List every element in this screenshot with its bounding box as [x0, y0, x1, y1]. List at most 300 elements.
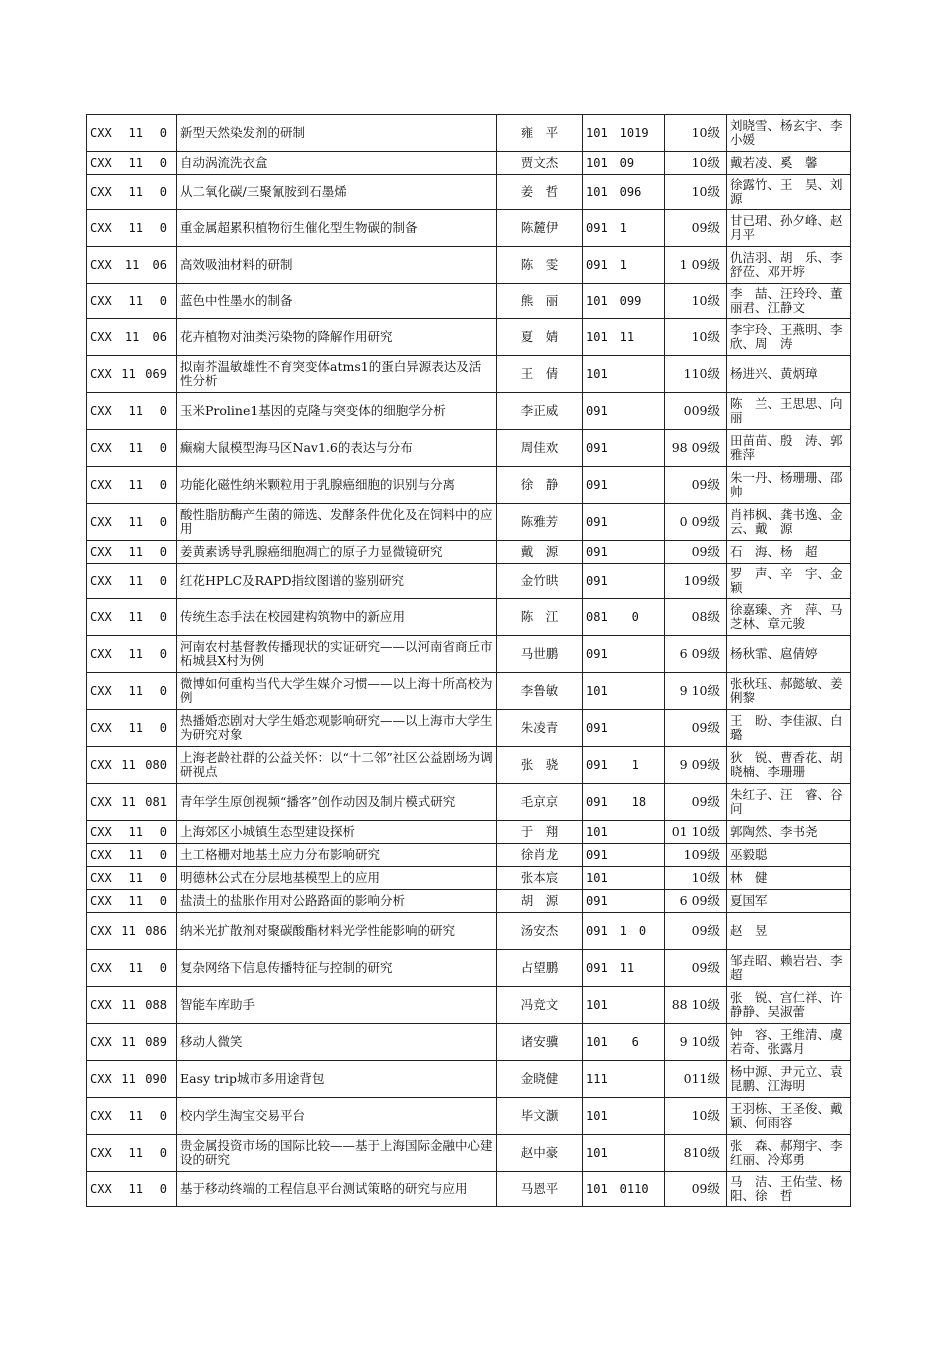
- project-code-number: 06: [152, 258, 167, 272]
- members-cell: 巫毅聪: [727, 844, 851, 867]
- project-title-cell: 花卉植物对油类污染物的降解作用研究: [177, 319, 497, 356]
- project-table: [86, 114, 856, 1207]
- project-title-cell: 智能车库助手: [177, 987, 497, 1024]
- grade-cell: 09级: [665, 467, 727, 504]
- project-code-year: 11: [121, 924, 136, 938]
- project-title-cell: 功能化磁性纳米颗粒用于乳腺癌细胞的识别与分离: [177, 467, 497, 504]
- project-code-cell: [87, 913, 177, 950]
- grade-cell: 09级: [665, 913, 727, 950]
- project-title-cell: 青年学生原创视频“播客”创作动因及制片模式研究: [177, 784, 497, 821]
- project-title-cell: 姜黄素诱导乳腺癌细胞凋亡的原子力显微镜研究: [177, 541, 497, 564]
- table-row: [87, 987, 851, 1024]
- project-code-cell: [87, 541, 177, 564]
- table-row: [87, 890, 851, 913]
- table-row: [87, 284, 851, 319]
- table-row: [87, 913, 851, 950]
- members-cell: 夏国军: [727, 890, 851, 913]
- table-row: [87, 1135, 851, 1172]
- grade-cell: 9 09级: [665, 747, 727, 784]
- project-code-number: 069: [145, 367, 167, 381]
- project-title-cell: 传统生态手法在校园建构筑物中的新应用: [177, 599, 497, 636]
- project-title-cell: 移动人微笑: [177, 1024, 497, 1061]
- members-cell: 马 洁、王佑莹、杨 阳、徐 哲: [727, 1172, 851, 1207]
- grade-cell: 6 09级: [665, 890, 727, 913]
- project-code-cell: [87, 504, 177, 541]
- project-code-number: 0: [159, 961, 167, 975]
- project-code-prefix: CXX: [90, 1072, 112, 1086]
- project-code-cell: [87, 175, 177, 210]
- leader-name-cell: 徐 静: [497, 467, 583, 504]
- student-id-cell: 101 6: [583, 1024, 665, 1061]
- project-code-number: 0: [159, 404, 167, 418]
- project-code-prefix: CXX: [90, 924, 112, 938]
- project-title-cell: 贵金属投资市场的国际比较——基于上海国际金融中心建设的研究: [177, 1135, 497, 1172]
- table-row: [87, 784, 851, 821]
- grade-cell: 6 09级: [665, 636, 727, 673]
- project-code-cell: [87, 1024, 177, 1061]
- leader-name-cell: 李鲁敏: [497, 673, 583, 710]
- project-code-prefix: CXX: [90, 1035, 112, 1049]
- project-code-prefix: CXX: [90, 1146, 112, 1160]
- grade-cell: 09级: [665, 210, 727, 247]
- project-code-prefix: CXX: [90, 574, 112, 588]
- project-code-prefix: CXX: [90, 795, 112, 809]
- grade-cell: 109级: [665, 844, 727, 867]
- leader-name-cell: 赵中豪: [497, 1135, 583, 1172]
- student-id-cell: 091: [583, 467, 665, 504]
- project-code-number: 0: [159, 610, 167, 624]
- project-code-prefix: CXX: [90, 404, 112, 418]
- student-id-cell: 101: [583, 673, 665, 710]
- project-title-cell: 红花HPLC及RAPD指纹图谱的鉴别研究: [177, 564, 497, 599]
- leader-name-cell: 熊 丽: [497, 284, 583, 319]
- project-title-cell: 高效吸油材料的研制: [177, 247, 497, 284]
- project-code-prefix: CXX: [90, 871, 112, 885]
- project-code-cell: [87, 467, 177, 504]
- table-row: [87, 1061, 851, 1098]
- project-code-year: 11: [121, 1072, 136, 1086]
- grade-cell: 10级: [665, 175, 727, 210]
- project-code-number: 0: [159, 221, 167, 235]
- project-code-year: 11: [128, 574, 143, 588]
- grade-cell: 011级: [665, 1061, 727, 1098]
- grade-cell: 09级: [665, 541, 727, 564]
- table-row: [87, 467, 851, 504]
- project-table-body: [87, 115, 856, 1207]
- project-code-prefix: CXX: [90, 221, 112, 235]
- project-code-number: 081: [145, 795, 167, 809]
- leader-name-cell: 陈 江: [497, 599, 583, 636]
- leader-name-cell: 金竹晎: [497, 564, 583, 599]
- project-code-number: 090: [145, 1072, 167, 1086]
- grade-cell: 9 10级: [665, 1024, 727, 1061]
- student-id-cell: 101 09: [583, 152, 665, 175]
- table-row: [87, 636, 851, 673]
- members-cell: 石 海、杨 超: [727, 541, 851, 564]
- project-code-number: 080: [145, 758, 167, 772]
- members-cell: 狄 锐、曹香花、胡晓楠、李珊珊: [727, 747, 851, 784]
- table-row: [87, 710, 851, 747]
- members-cell: 杨秋霏、扈倩婷: [727, 636, 851, 673]
- project-code-number: 0: [159, 721, 167, 735]
- leader-name-cell: 戴 源: [497, 541, 583, 564]
- leader-name-cell: 毕文灏: [497, 1098, 583, 1135]
- project-code-cell: [87, 115, 177, 152]
- grade-cell: 88 10级: [665, 987, 727, 1024]
- student-id-cell: 091 1: [583, 247, 665, 284]
- leader-name-cell: 汤安杰: [497, 913, 583, 950]
- project-code-number: 0: [159, 574, 167, 588]
- members-cell: 林 健: [727, 867, 851, 890]
- student-id-cell: 091: [583, 636, 665, 673]
- leader-name-cell: 朱凌青: [497, 710, 583, 747]
- project-code-year: 11: [121, 795, 136, 809]
- project-code-prefix: CXX: [90, 1182, 112, 1196]
- project-code-cell: [87, 950, 177, 987]
- project-title-cell: 酸性脂肪酶产生菌的筛选、发酵条件优化及在饲料中的应用: [177, 504, 497, 541]
- project-code-number: 0: [159, 684, 167, 698]
- grade-cell: 009级: [665, 393, 727, 430]
- table-row: [87, 821, 851, 844]
- project-code-cell: [87, 784, 177, 821]
- project-code-number: 0: [159, 478, 167, 492]
- student-id-cell: 101 1019: [583, 115, 665, 152]
- project-title-cell: 拟南芥温敏雄性不育突变体atms1的蛋白异源表达及活性分析: [177, 356, 497, 393]
- student-id-cell: 081 0: [583, 599, 665, 636]
- project-code-number: 089: [145, 1035, 167, 1049]
- project-code-prefix: CXX: [90, 330, 112, 344]
- student-id-cell: 101 11: [583, 319, 665, 356]
- leader-name-cell: 陈麓伊: [497, 210, 583, 247]
- project-code-year: 11: [128, 894, 143, 908]
- members-cell: 罗 声、辛 宇、金 颖: [727, 564, 851, 599]
- project-code-year: 11: [128, 825, 143, 839]
- student-id-cell: 091: [583, 710, 665, 747]
- project-code-number: 06: [152, 330, 167, 344]
- project-code-prefix: CXX: [90, 825, 112, 839]
- project-title-cell: 校内学生淘宝交易平台: [177, 1098, 497, 1135]
- project-title-cell: 玉米Proline1基因的克隆与突变体的细胞学分析: [177, 393, 497, 430]
- project-code-prefix: CXX: [90, 185, 112, 199]
- members-cell: 田苗苗、殷 涛、郭雅萍: [727, 430, 851, 467]
- project-code-prefix: CXX: [90, 478, 112, 492]
- project-code-year: 11: [128, 478, 143, 492]
- project-code-number: 0: [159, 825, 167, 839]
- members-cell: 朱一丹、杨珊珊、邵 帅: [727, 467, 851, 504]
- project-code-prefix: CXX: [90, 441, 112, 455]
- table-row: [87, 564, 851, 599]
- project-code-cell: [87, 710, 177, 747]
- leader-name-cell: 金晓健: [497, 1061, 583, 1098]
- project-title-cell: 纳米光扩散剂对聚碳酸酯材料光学性能影响的研究: [177, 913, 497, 950]
- student-id-cell: 101: [583, 1098, 665, 1135]
- table-row: [87, 599, 851, 636]
- project-code-year: 11: [128, 1109, 143, 1123]
- project-code-prefix: CXX: [90, 894, 112, 908]
- table-row: [87, 1098, 851, 1135]
- grade-cell: 10级: [665, 867, 727, 890]
- grade-cell: 08级: [665, 599, 727, 636]
- members-cell: 杨进兴、黄炳璋: [727, 356, 851, 393]
- student-id-cell: 091 18: [583, 784, 665, 821]
- leader-name-cell: 周佳欢: [497, 430, 583, 467]
- project-code-cell: [87, 284, 177, 319]
- leader-name-cell: 占望鹏: [497, 950, 583, 987]
- project-code-year: 11: [128, 294, 143, 308]
- grade-cell: 109级: [665, 564, 727, 599]
- project-title-cell: 上海郊区小城镇生态型建设探析: [177, 821, 497, 844]
- project-code-number: 0: [159, 894, 167, 908]
- student-id-cell: 091: [583, 541, 665, 564]
- project-code-prefix: CXX: [90, 258, 112, 272]
- project-code-year: 11: [128, 515, 143, 529]
- members-cell: 王羽栋、王圣俊、戴 颖、何雨容: [727, 1098, 851, 1135]
- members-cell: 朱红子、汪 睿、谷 问: [727, 784, 851, 821]
- members-cell: 徐露竹、王 昊、刘 源: [727, 175, 851, 210]
- project-code-prefix: CXX: [90, 998, 112, 1012]
- project-code-number: 0: [159, 515, 167, 529]
- project-code-year: 11: [128, 156, 143, 170]
- student-id-cell: 091: [583, 564, 665, 599]
- project-code-year: 11: [128, 126, 143, 140]
- members-cell: 赵 昱: [727, 913, 851, 950]
- student-id-cell: 091: [583, 890, 665, 913]
- student-id-cell: 101: [583, 821, 665, 844]
- members-cell: 邹垚昭、赖岩岩、李 超: [727, 950, 851, 987]
- project-code-prefix: CXX: [90, 294, 112, 308]
- table-row: [87, 1024, 851, 1061]
- project-title-cell: 重金属超累积植物衍生催化型生物碳的制备: [177, 210, 497, 247]
- project-code-year: 11: [128, 871, 143, 885]
- grade-cell: 01 10级: [665, 821, 727, 844]
- table-row: [87, 356, 851, 393]
- project-code-cell: [87, 1172, 177, 1207]
- leader-name-cell: 冯竞文: [497, 987, 583, 1024]
- project-code-number: 0: [159, 294, 167, 308]
- members-cell: 郭陶然、李书尧: [727, 821, 851, 844]
- project-code-number: 0: [159, 545, 167, 559]
- grade-cell: 110级: [665, 356, 727, 393]
- student-id-cell: 091: [583, 393, 665, 430]
- student-id-cell: 101: [583, 867, 665, 890]
- project-code-cell: [87, 210, 177, 247]
- table-row: [87, 867, 851, 890]
- project-code-cell: [87, 890, 177, 913]
- leader-name-cell: 陈 雯: [497, 247, 583, 284]
- project-title-cell: 新型天然染发剂的研制: [177, 115, 497, 152]
- project-code-cell: [87, 430, 177, 467]
- project-title-cell: 明德林公式在分层地基模型上的应用: [177, 867, 497, 890]
- leader-name-cell: 徐肖龙: [497, 844, 583, 867]
- project-code-prefix: CXX: [90, 610, 112, 624]
- leader-name-cell: 夏 婧: [497, 319, 583, 356]
- project-code-year: 11: [128, 721, 143, 735]
- project-code-year: 11: [128, 684, 143, 698]
- members-cell: 徐嘉臻、齐 萍、马芝林、章元骏: [727, 599, 851, 636]
- table-row: [87, 393, 851, 430]
- grade-cell: 10级: [665, 284, 727, 319]
- leader-name-cell: 张本宸: [497, 867, 583, 890]
- project-title-cell: 微博如何重构当代大学生媒介习惯——以上海十所高校为例: [177, 673, 497, 710]
- leader-name-cell: 于 翔: [497, 821, 583, 844]
- student-id-cell: 101 099: [583, 284, 665, 319]
- project-code-number: 0: [159, 848, 167, 862]
- project-title-cell: 从二氧化碳/三聚氰胺到石墨烯: [177, 175, 497, 210]
- project-code-cell: [87, 1061, 177, 1098]
- project-code-cell: [87, 1098, 177, 1135]
- project-title-cell: 基于移动终端的工程信息平台测试策略的研究与应用: [177, 1172, 497, 1207]
- grade-cell: 09级: [665, 1172, 727, 1207]
- grade-cell: 0 09级: [665, 504, 727, 541]
- project-code-year: 11: [128, 961, 143, 975]
- grade-cell: 10级: [665, 1098, 727, 1135]
- student-id-cell: 091 11: [583, 950, 665, 987]
- grade-cell: 98 09级: [665, 430, 727, 467]
- grade-cell: 810级: [665, 1135, 727, 1172]
- members-cell: 张 锐、宫仁祥、许静静、吴淑蕾: [727, 987, 851, 1024]
- student-id-cell: 101: [583, 356, 665, 393]
- project-code-prefix: CXX: [90, 515, 112, 529]
- project-code-cell: [87, 152, 177, 175]
- table-row: [87, 247, 851, 284]
- leader-name-cell: 贾文杰: [497, 152, 583, 175]
- members-cell: 王 盼、李佳淑、白 璐: [727, 710, 851, 747]
- leader-name-cell: 王 倩: [497, 356, 583, 393]
- project-title-cell: Easy trip城市多用途背包: [177, 1061, 497, 1098]
- project-code-prefix: CXX: [90, 156, 112, 170]
- student-id-cell: 101 096: [583, 175, 665, 210]
- student-id-cell: 091 1: [583, 747, 665, 784]
- student-id-cell: 091 1 0: [583, 913, 665, 950]
- project-code-cell: [87, 636, 177, 673]
- project-code-prefix: CXX: [90, 1109, 112, 1123]
- project-code-prefix: CXX: [90, 545, 112, 559]
- project-code-number: 0: [159, 1146, 167, 1160]
- table-row: [87, 319, 851, 356]
- leader-name-cell: 胡 源: [497, 890, 583, 913]
- student-id-cell: 101: [583, 987, 665, 1024]
- grade-cell: 09级: [665, 950, 727, 987]
- project-code-number: 0: [159, 441, 167, 455]
- project-code-number: 088: [145, 998, 167, 1012]
- project-code-prefix: CXX: [90, 848, 112, 862]
- leader-name-cell: 陈雅芳: [497, 504, 583, 541]
- project-code-prefix: CXX: [90, 126, 112, 140]
- project-code-year: 11: [128, 185, 143, 199]
- project-title-cell: 河南农村基督教传播现状的实证研究——以河南省商丘市柘城县X村为例: [177, 636, 497, 673]
- members-cell: 杨中源、尹元立、袁昆鹏、江海明: [727, 1061, 851, 1098]
- project-code-cell: [87, 987, 177, 1024]
- members-cell: 张秋珏、郝懿敏、姜俐黎: [727, 673, 851, 710]
- leader-name-cell: 李正威: [497, 393, 583, 430]
- student-id-cell: 101 0110: [583, 1172, 665, 1207]
- members-cell: 陈 兰、王思思、向 丽: [727, 393, 851, 430]
- project-code-year: 11: [128, 848, 143, 862]
- project-title-cell: 上海老龄社群的公益关怀：以“十二邻”社区公益剧场为调研视点: [177, 747, 497, 784]
- table-row: [87, 210, 851, 247]
- project-code-prefix: CXX: [90, 647, 112, 661]
- grade-cell: 9 10级: [665, 673, 727, 710]
- project-title-cell: 盐渍土的盐胀作用对公路路面的影响分析: [177, 890, 497, 913]
- table-row: [87, 1172, 851, 1207]
- project-code-cell: [87, 393, 177, 430]
- project-code-cell: [87, 821, 177, 844]
- project-code-prefix: CXX: [90, 367, 112, 381]
- table-row: [87, 673, 851, 710]
- table-row: [87, 504, 851, 541]
- project-title-cell: 复杂网络下信息传播特征与控制的研究: [177, 950, 497, 987]
- table-row: [87, 115, 851, 152]
- project-code-year: 11: [124, 258, 140, 272]
- leader-name-cell: 姜 哲: [497, 175, 583, 210]
- project-title-cell: 自动涡流洗衣盒: [177, 152, 497, 175]
- table-row: [87, 950, 851, 987]
- members-cell: 张 森、郝翔宇、李红丽、冷郑勇: [727, 1135, 851, 1172]
- project-code-year: 11: [128, 1146, 143, 1160]
- members-cell: 戴若凌、奚 馨: [727, 152, 851, 175]
- project-code-year: 11: [121, 758, 136, 772]
- project-code-cell: [87, 867, 177, 890]
- grade-cell: 10级: [665, 115, 727, 152]
- table-row: [87, 175, 851, 210]
- project-code-prefix: CXX: [90, 961, 112, 975]
- project-code-year: 11: [128, 404, 143, 418]
- project-code-number: 0: [159, 1182, 167, 1196]
- project-code-number: 0: [159, 185, 167, 199]
- project-code-cell: [87, 564, 177, 599]
- project-code-year: 11: [121, 367, 136, 381]
- project-code-number: 0: [159, 156, 167, 170]
- project-code-cell: [87, 247, 177, 284]
- student-id-cell: 111: [583, 1061, 665, 1098]
- table-row: [87, 430, 851, 467]
- table-row: [87, 152, 851, 175]
- student-id-cell: 091 1: [583, 210, 665, 247]
- members-cell: 李宇玲、王燕明、李 欣、周 涛: [727, 319, 851, 356]
- members-cell: 肖祎枫、龚书逸、金 云、戴 源: [727, 504, 851, 541]
- table-row: [87, 844, 851, 867]
- student-id-cell: 091: [583, 844, 665, 867]
- project-code-number: 0: [159, 126, 167, 140]
- project-code-prefix: CXX: [90, 684, 112, 698]
- leader-name-cell: 马恩平: [497, 1172, 583, 1207]
- members-cell: 仇洁羽、胡 乐、李舒莅、邓开垿: [727, 247, 851, 284]
- leader-name-cell: 诸安骥: [497, 1024, 583, 1061]
- project-code-number: 0: [159, 647, 167, 661]
- project-code-prefix: CXX: [90, 721, 112, 735]
- project-code-year: 11: [128, 1182, 143, 1196]
- project-code-year: 11: [128, 647, 143, 661]
- grade-cell: 09级: [665, 784, 727, 821]
- student-id-cell: 091: [583, 504, 665, 541]
- project-title-cell: 癫痫大鼠模型海马区Nav1.6的表达与分布: [177, 430, 497, 467]
- project-code-year: 11: [128, 441, 143, 455]
- project-code-year: 11: [128, 221, 143, 235]
- project-title-cell: 热播婚恋剧对大学生婚恋观影响研究——以上海市大学生为研究对象: [177, 710, 497, 747]
- grade-cell: 09级: [665, 710, 727, 747]
- project-code-cell: [87, 747, 177, 784]
- project-title-cell: 土工格栅对地基土应力分布影响研究: [177, 844, 497, 867]
- project-code-year: 11: [128, 610, 143, 624]
- project-code-number: 0: [159, 871, 167, 885]
- project-code-cell: [87, 599, 177, 636]
- leader-name-cell: 毛京京: [497, 784, 583, 821]
- members-cell: 李 喆、汪玲玲、董丽君、江静文: [727, 284, 851, 319]
- members-cell: 钟 容、王维清、虞若奇、张露月: [727, 1024, 851, 1061]
- grade-cell: 10级: [665, 319, 727, 356]
- grade-cell: 1 09级: [665, 247, 727, 284]
- members-cell: 甘已珺、孙夕峰、赵月平: [727, 210, 851, 247]
